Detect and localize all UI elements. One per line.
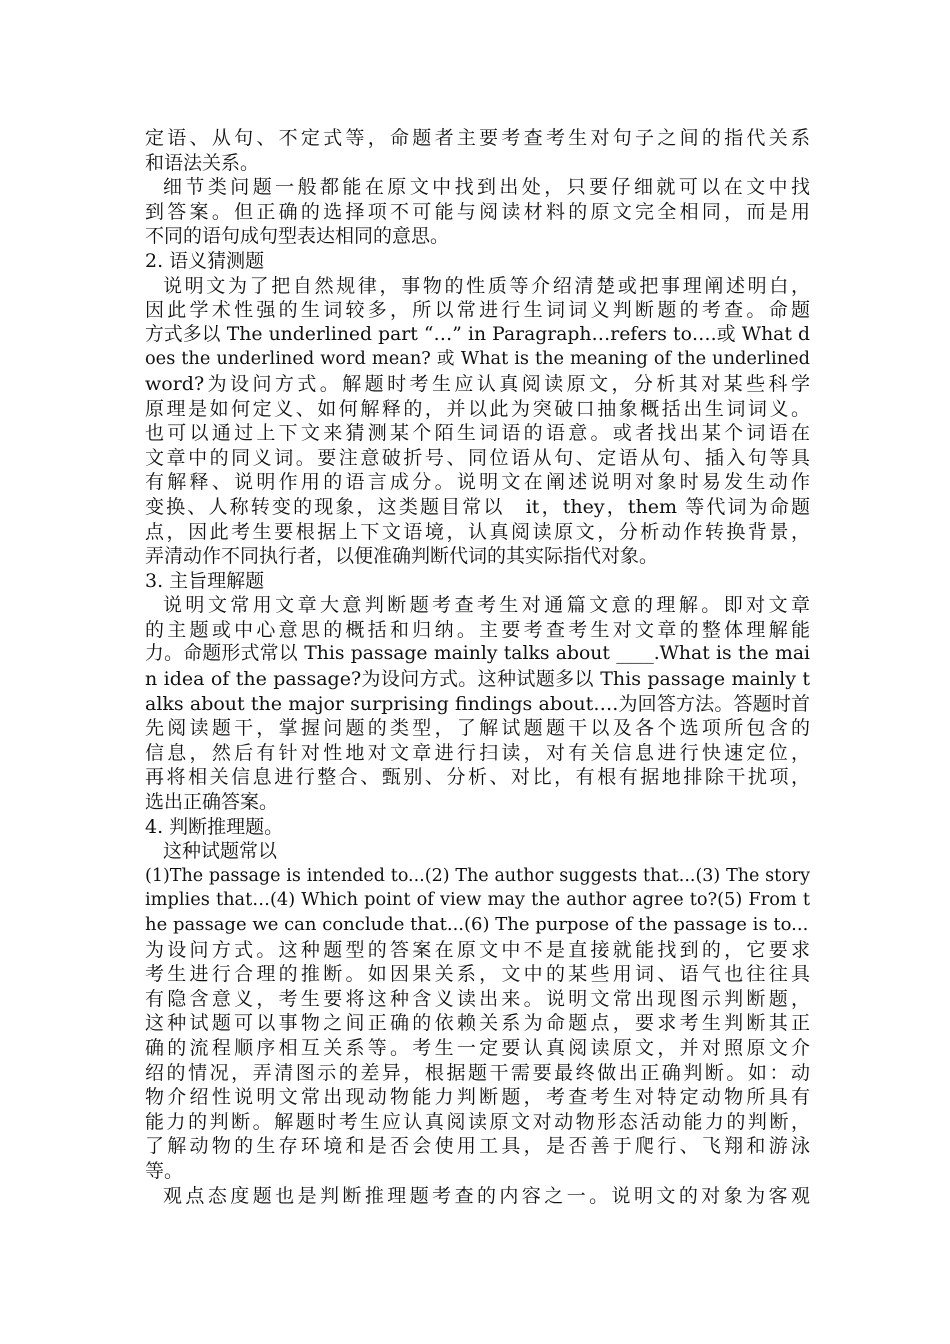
- text-line: 到答案。但正确的选择项不可能与阅读材料的原文完全相同，而是用: [145, 200, 810, 223]
- text-line: 有隐含意义，考生要将这种含义读出来。说明文常出现图示判断题，: [145, 987, 810, 1010]
- text-line: 方式多以 The underlined part “…” in Paragraph…refers to….或 What d: [145, 323, 810, 345]
- text-line: 原理是如何定义、如何解释的，并以此为突破口抽象概括出生词词义。: [145, 397, 810, 420]
- text-line: 不同的语句成句型表达相同的意思。: [145, 225, 450, 248]
- text-line: 的主题或中心意思的概括和归纳。主要考查考生对文章的整体理解能: [145, 618, 810, 641]
- text-line: 说明文为了把自然规律，事物的性质等介绍清楚或把事理阐述明白，: [163, 274, 810, 297]
- text-line: 物介绍性说明文常出现动物能力判断题，考查考生对特定动物所具有: [145, 1086, 810, 1109]
- text-line: 考生进行合理的推断。如因果关系，文中的某些用词、语气也往往具: [145, 963, 810, 986]
- text-line: he passage we can conclude that...(6) The purpose of the passage is to...: [145, 914, 809, 935]
- text-line: word?为设问方式。解题时考生应认真阅读原文，分析其对某些科学: [145, 372, 810, 395]
- section-heading: 2. 语义猜测题: [145, 249, 265, 272]
- text-line: alks about the major surprising findings about….为回答方法。答题时首: [145, 692, 810, 715]
- text-line: 定语、从句、不定式等，命题者主要考查考生对句子之间的指代关系: [145, 127, 810, 149]
- text-line: 变换、人称转变的现象，这类题目常以 it，they，them 等代词为命题: [145, 495, 810, 518]
- section-heading: 4. 判断推理题。: [145, 815, 284, 838]
- text-line: 也可以通过上下文来猜测某个陌生词语的语意。或者找出某个词语在: [145, 422, 810, 445]
- text-line: 弄清动作不同执行者，以便准确判断代词的其实际指代对象。: [145, 545, 659, 568]
- text-line: 观点态度题也是判断推理题考查的内容之一。说明文的对象为客观: [163, 1184, 810, 1207]
- text-line: 这种试题可以事物之间正确的依赖关系为命题点，要求考生判断其正: [145, 1012, 810, 1035]
- text-line: 力。命题形式常以 This passage mainly talks about ____.What is the mai: [145, 643, 810, 665]
- text-line: 有解释、说明作用的语言成分。说明文在阐述说明对象时易发生动作: [145, 471, 810, 494]
- text-line: 先阅读题干，掌握问题的类型，了解试题题干以及各个选项所包含的: [145, 717, 810, 740]
- text-line: 细节类问题一般都能在原文中找到出处，只要仔细就可以在文中找: [163, 176, 810, 199]
- text-line: (1)The passage is intended to...(2) The author suggests that...(3) The story: [145, 865, 810, 886]
- text-line: 选出正确答案。: [145, 791, 279, 814]
- text-line: 确的流程顺序相互关系等。考生一定要认真阅读原文，并对照原文介: [145, 1036, 810, 1059]
- text-line: n idea of the passage?为设问方式。这种试题多以 This passage mainly t: [145, 668, 810, 691]
- section-heading: 3. 主旨理解题: [145, 569, 265, 592]
- text-line: 能力的判断。解题时考生应认真阅读原文对动物形态活动能力的判断，: [145, 1110, 810, 1133]
- text-line: implies that…(4) Which point of view may the author agree to?(5) From t: [145, 890, 810, 911]
- text-line: 这种试题常以: [163, 840, 278, 863]
- text-line: 绍的情况，弄清图示的差异，根据题干需要最终做出正确判断。如：动: [145, 1061, 810, 1084]
- text-line: 和语法关系。: [145, 151, 260, 174]
- text-line: 因此学术性强的生词较多，所以常进行生词词义判断题的考查。命题: [145, 299, 810, 322]
- text-line: 点，因此考生要根据上下文语境，认真阅读原文，分析动作转换背景，: [145, 520, 810, 543]
- text-line: 为设问方式。这种题型的答案在原文中不是直接就能找到的，它要求: [145, 938, 810, 961]
- text-line: 文章中的同义词。要注意破折号、同位语从句、定语从句、插入句等具: [145, 446, 810, 469]
- text-line: 再将相关信息进行整合、甄别、分析、对比，有根有据地排除干扰项，: [145, 766, 810, 789]
- text-line: oes the underlined word mean? 或 What is the meaning of the underlined: [145, 349, 810, 370]
- text-line: 信息，然后有针对性地对文章进行扫读，对有关信息进行快速定位，: [145, 741, 810, 764]
- text-line: 等。: [145, 1159, 184, 1182]
- document-body: [145, 126, 810, 1208]
- text-line: 了解动物的生存环境和是否会使用工具，是否善于爬行、飞翔和游泳: [145, 1135, 810, 1158]
- text-line: 说明文常用文章大意判断题考查考生对通篇文意的理解。即对文章: [163, 594, 810, 617]
